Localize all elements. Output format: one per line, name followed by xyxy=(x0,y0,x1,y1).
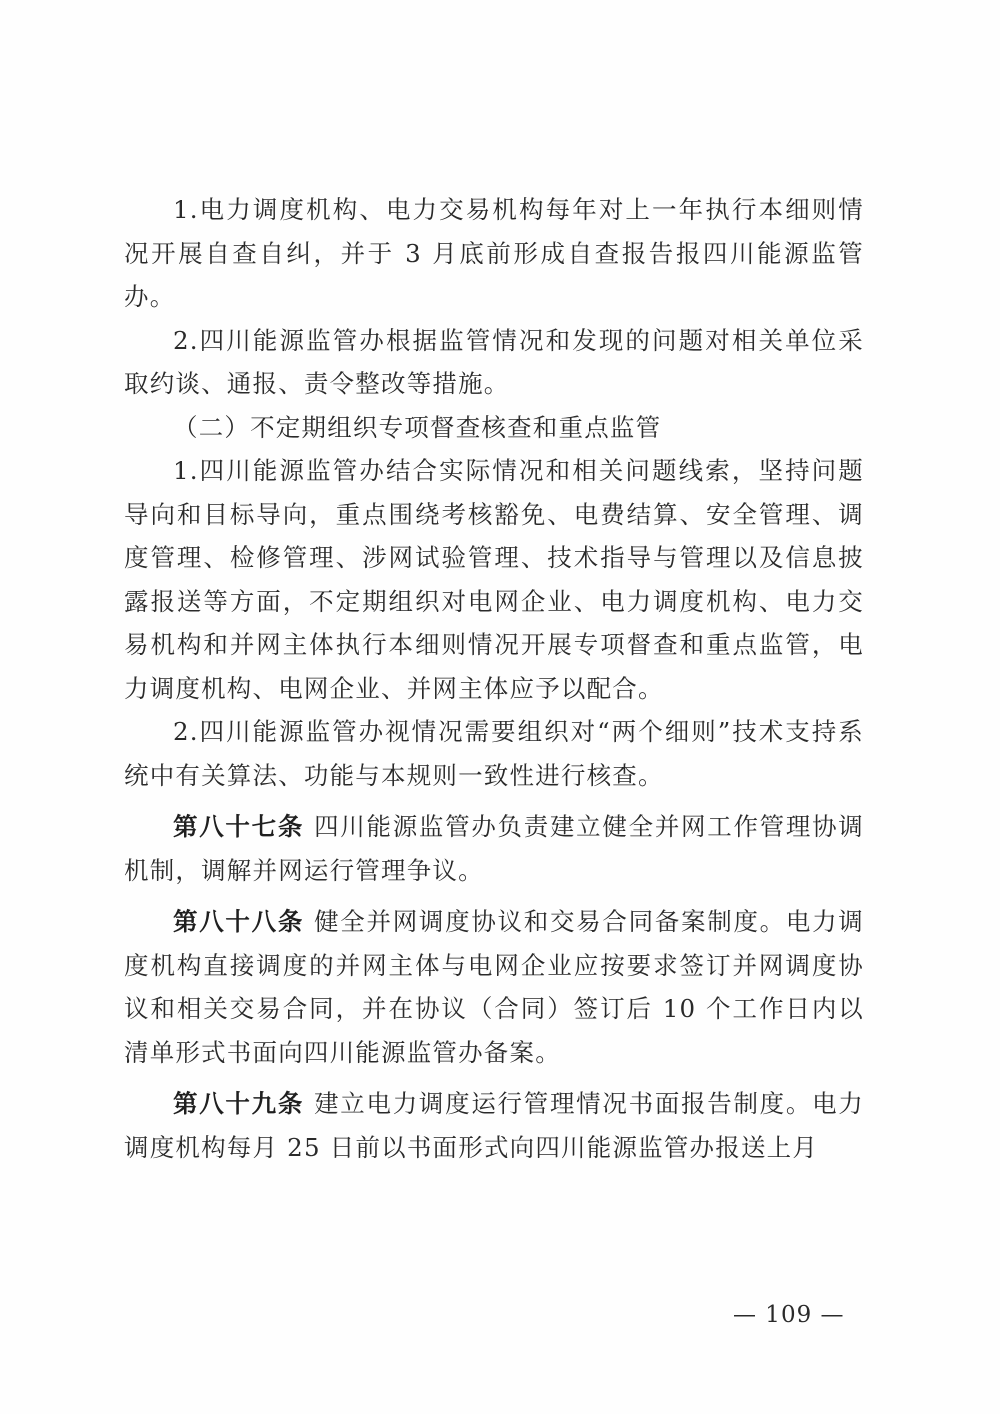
article-heading: 第八十九条 xyxy=(173,1089,305,1118)
paragraph-special-supervision xyxy=(124,449,864,710)
section-heading-irregular-inspection xyxy=(124,406,864,450)
paragraph-text: 2.四川能源监管办视情况需要组织对“两个细则”技术支持系统中有关算法、功能与本规则一致性进行核查。 xyxy=(124,717,864,790)
paragraph-system-verification xyxy=(124,710,864,797)
article-text: 健全并网调度协议和交易合同备案制度。电力调度机构直接调度的并网主体与电网企业应按要求签订并网调度协议和相关交易合同，并在协议（合同）签订后 10 个工作日内以清单形式书面向四川能源监管办备案。 xyxy=(124,907,864,1067)
article-text: 四川能源监管办负责建立健全并网工作管理协调机制，调解并网运行管理争议。 xyxy=(124,812,864,885)
page-number: — 109 — xyxy=(733,1302,845,1328)
paragraph-self-inspection xyxy=(124,188,864,319)
paragraph-text: 1.电力调度机构、电力交易机构每年对上一年执行本细则情况开展自查自纠，并于 3 月底前形成自查报告报四川能源监管办。 xyxy=(124,195,864,311)
paragraph-text: 2.四川能源监管办根据监管情况和发现的问题对相关单位采取约谈、通报、责令整改等措施。 xyxy=(124,325,864,398)
article-heading: 第八十八条 xyxy=(173,907,305,936)
article-89 xyxy=(124,1082,864,1169)
article-88 xyxy=(124,900,864,1074)
paragraph-text: 1.四川能源监管办结合实际情况和相关问题线索，坚持问题导向和目标导向，重点围绕考核豁免、电费结算、安全管理、调度管理、检修管理、涉网试验管理、技术指导与管理以及信息披露报送等方面，不定期组织对电网企业、电力调度机构、电力交易机构和并网主体执行本细则情况开展专项督查和重点监管，电力调度机构、电网企业、并网主体应予以配合。 xyxy=(124,456,864,703)
paragraph-text: （二）不定期组织专项督查核查和重点监管 xyxy=(173,412,662,442)
body-text xyxy=(124,188,864,1169)
article-87 xyxy=(124,805,864,892)
article-text: 建立电力调度运行管理情况书面报告制度。电力调度机构每月 25 日前以书面形式向四川能源监管办报送上月 xyxy=(124,1089,864,1162)
paragraph-measures xyxy=(124,319,864,406)
article-heading: 第八十七条 xyxy=(173,812,305,841)
